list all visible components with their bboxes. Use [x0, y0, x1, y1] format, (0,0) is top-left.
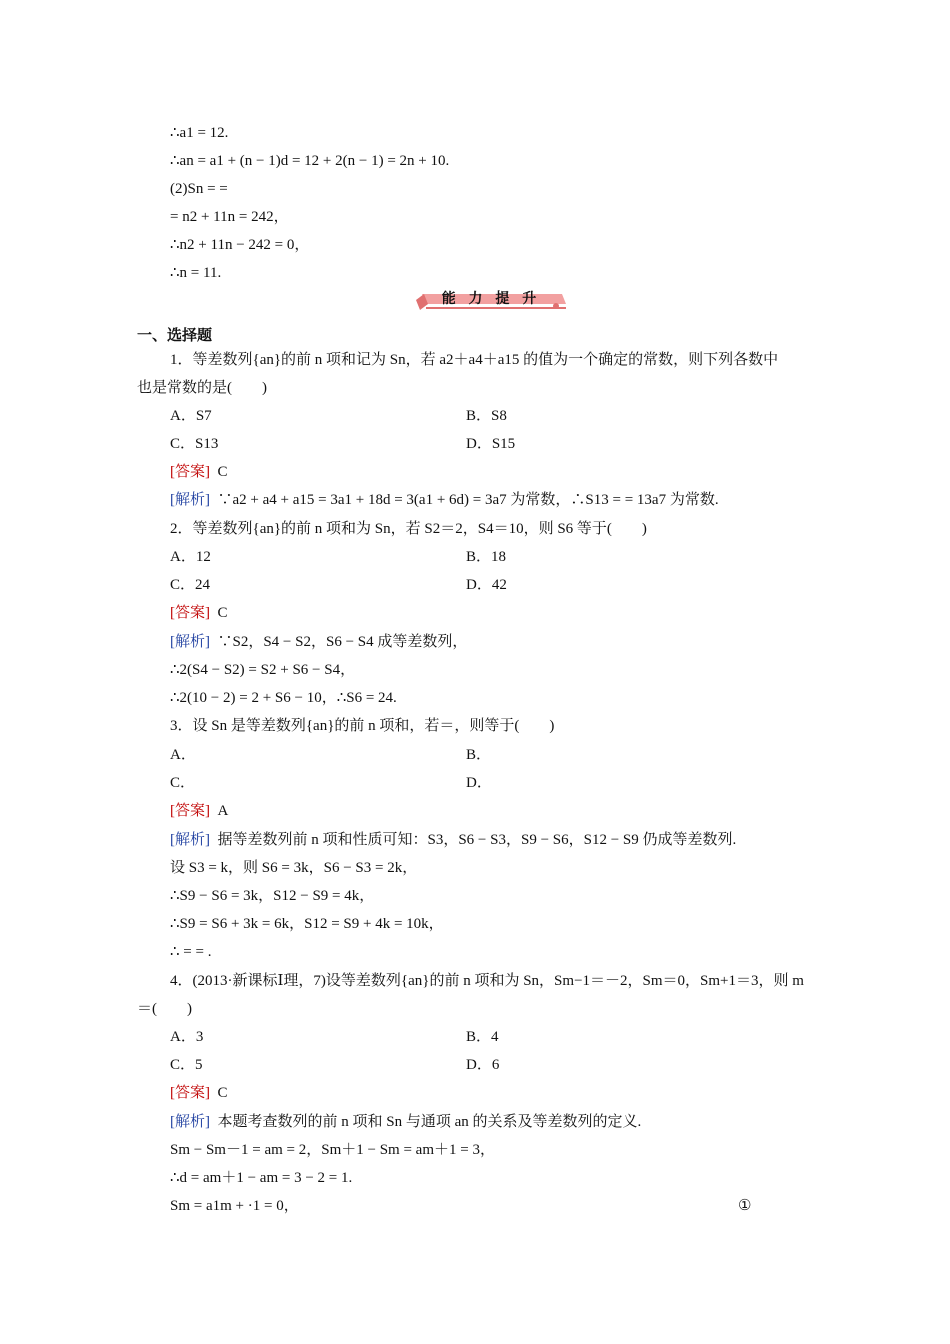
- analysis-text: 据等差数列前 n 项和性质可知：S3，S6 − S3，S9 − S6，S12 − S9 仍成等差数列.: [217, 832, 737, 848]
- banner-label: 能 力 提 升: [441, 291, 541, 307]
- answer-tag: [答案]: [170, 1085, 210, 1101]
- analysis-text: ∵S2，S4 − S2，S6 − S4 成等差数列，: [217, 634, 468, 650]
- answer-tag: [答案]: [170, 605, 210, 621]
- answer-value: C: [217, 1085, 228, 1101]
- answer-tag: [答案]: [170, 464, 210, 480]
- question-4-stem: 4．(2013·新课标Ⅰ理，7)设等差数列{an}的前 n 项和为 Sn，Sm−1＝－2，Sm＝0，Sm+1＝3，则 m: [170, 973, 804, 989]
- analysis-text: 本题考查数列的前 n 项和 Sn 与通项 an 的关系及等差数列的定义.: [217, 1114, 642, 1130]
- question-2-answer: [170, 603, 228, 623]
- question-2-option-b: B．18: [466, 549, 507, 565]
- question-4-stem-cont: ＝( ): [137, 1001, 192, 1017]
- solution-line: ∴n2 + 11n − 242 = 0，: [170, 237, 310, 253]
- solution-line: ∴n = 11.: [170, 265, 222, 281]
- analysis-line: ∴S9 = S6 + 3k = 6k，S12 = S9 + 4k = 10k，: [170, 916, 444, 932]
- question-4-option-b: B．4: [466, 1029, 499, 1045]
- answer-tag: [答案]: [170, 803, 210, 819]
- analysis-line: ∴d = am＋1 − am = 3 − 2 = 1.: [170, 1170, 353, 1186]
- question-3-answer: [170, 801, 228, 821]
- question-1-option-d: D．S15: [466, 436, 516, 452]
- analysis-tag: [解析]: [170, 832, 210, 848]
- analysis-line: 设 S3 = k，则 S6 = 3k，S6 − S3 = 2k，: [170, 860, 418, 876]
- section-heading: 一、选择题: [137, 326, 213, 344]
- question-4-option-c: C．5: [170, 1057, 203, 1073]
- equation-marker: ①: [738, 1198, 752, 1214]
- question-1-option-a: A．S7: [170, 408, 212, 424]
- question-4-answer: [170, 1083, 228, 1103]
- question-1-option-b: B．S8: [466, 408, 507, 424]
- solution-line: ∴a1 = 12.: [170, 125, 229, 141]
- question-2-option-c: C．24: [170, 577, 211, 593]
- question-4-analysis: [170, 1112, 641, 1132]
- analysis-tag: [解析]: [170, 1114, 210, 1130]
- analysis-tag: [解析]: [170, 634, 210, 650]
- question-2-analysis: [170, 632, 467, 652]
- question-1-option-c: C．S13: [170, 436, 219, 452]
- section-banner: [416, 290, 566, 312]
- analysis-line: Sm − Sm－1 = am = 2，Sm＋1 − Sm = am＋1 = 3，: [170, 1142, 495, 1158]
- question-2-option-d: D．42: [466, 577, 507, 593]
- solution-line: (2)Sn = =: [170, 181, 228, 197]
- answer-value: C: [217, 605, 228, 621]
- analysis-line: ∴S9 − S6 = 3k，S12 − S9 = 4k，: [170, 888, 375, 904]
- solution-line: = n2 + 11n = 242，: [170, 209, 289, 225]
- analysis-line: ∴2(10 − 2) = 2 + S6 − 10，∴S6 = 24.: [170, 690, 397, 706]
- question-4-option-a: A．3: [170, 1029, 204, 1045]
- question-3-stem: 3．设 Sn 是等差数列{an}的前 n 项和，若＝，则等于( ): [170, 718, 555, 734]
- question-1-stem: 1．等差数列{an}的前 n 项和记为 Sn，若 a2＋a4＋a15 的值为一个确定的常数，则下列各数中: [170, 352, 779, 368]
- question-4-option-d: D．6: [466, 1057, 500, 1073]
- question-1-answer: [170, 462, 228, 482]
- question-2-stem: 2．等差数列{an}的前 n 项和为 Sn，若 S2＝2，S4＝10，则 S6 等于( ): [170, 521, 647, 537]
- question-3-option-d: D．: [466, 775, 492, 791]
- question-3-option-a: A．: [170, 747, 196, 763]
- question-3-option-b: B．: [466, 747, 492, 763]
- answer-value: C: [217, 464, 228, 480]
- analysis-line: ∴2(S4 − S2) = S2 + S6 − S4，: [170, 662, 356, 678]
- analysis-line: ∴ = = .: [170, 944, 212, 960]
- question-3-analysis: [170, 830, 736, 850]
- answer-value: A: [217, 803, 229, 819]
- solution-line: ∴an = a1 + (n − 1)d = 12 + 2(n − 1) = 2n + 10.: [170, 153, 450, 169]
- analysis-line: Sm = a1m + ·1 = 0，: [170, 1198, 299, 1214]
- question-2-option-a: A．12: [170, 549, 211, 565]
- question-3-option-c: C．: [170, 775, 196, 791]
- question-1-stem-cont: 也是常数的是( ): [137, 380, 267, 396]
- analysis-tag: [解析]: [170, 492, 210, 508]
- question-1-analysis: [170, 490, 719, 510]
- analysis-text: ∵a2 + a4 + a15 = 3a1 + 18d = 3(a1 + 6d) = 3a7 为常数，∴S13 = = 13a7 为常数.: [217, 492, 719, 508]
